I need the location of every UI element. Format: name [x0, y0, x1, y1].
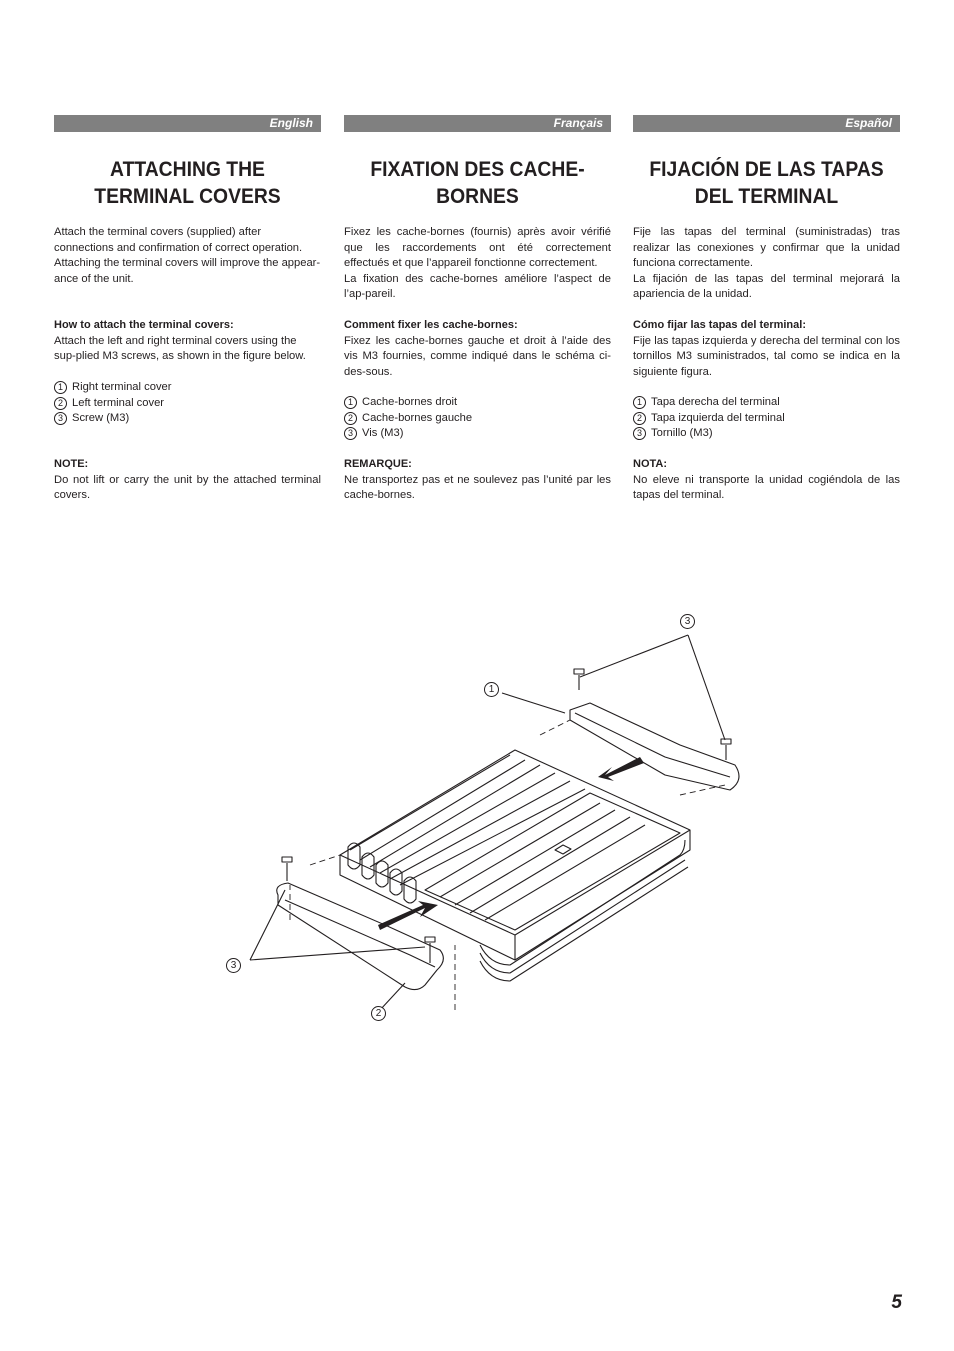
parts-list [344, 395, 611, 442]
how-to-section [633, 318, 900, 380]
number-marker: 3 [344, 427, 357, 440]
note-text: Do not lift or carry the unit by the attached terminal covers. [54, 473, 321, 501]
note-text: No eleve ni transporte la unidad cogiéndola de las tapas del terminal. [633, 473, 900, 501]
column-english [54, 115, 321, 501]
intro-paragraph: Fixez les cache-bornes (fournis) après avoir vérifié que les raccordements ont été correctement effectués et que l’appareil fonctionne correctement. [344, 226, 611, 269]
number-marker: 1 [54, 381, 67, 394]
number-marker: 3 [54, 412, 67, 425]
intro [633, 225, 900, 303]
callout-3-top: 3 [680, 614, 695, 629]
callout-3-bottom: 3 [226, 958, 241, 973]
how-to-section [344, 318, 611, 380]
language-bar: English [54, 115, 321, 132]
number-marker: 2 [633, 412, 646, 425]
language-bar: Français [344, 115, 611, 132]
list-item: 1 Tapa derecha del terminal [633, 395, 900, 411]
subheading: Comment fixer les cache-bornes: [344, 319, 518, 331]
list-item: 3 Vis (M3) [344, 426, 611, 442]
note-section [54, 457, 321, 504]
list-item: 2 Tapa izquierda del terminal [633, 411, 900, 427]
how-to-section [54, 318, 321, 365]
parts-list [54, 380, 321, 427]
how-to-text: Fije las tapas izquierda y derecha del terminal con los tornillos M3 suministrados, tal como se indica en la siguiente figura. [633, 334, 900, 378]
callout-1: 1 [484, 682, 499, 697]
intro-paragraph: La fijación de las tapas del terminal mejorará la apariencia de la unidad. [633, 272, 900, 300]
number-marker: 1 [633, 396, 646, 409]
list-item: 2 Cache-bornes gauche [344, 411, 611, 427]
column-french [344, 115, 611, 501]
number-marker: 2 [344, 412, 357, 425]
list-item: 2 Left terminal cover [54, 396, 321, 412]
list-item: 3 Tornillo (M3) [633, 426, 900, 442]
intro-paragraph: Fije las tapas del terminal (suministradas) tras realizar las conexiones y confirmar que la unidad funciona correctamente. [633, 226, 900, 269]
amplifier-illustration [210, 605, 770, 1035]
note-heading: NOTA: [633, 458, 668, 470]
intro-paragraph: Attach the terminal covers (supplied) after connections and confirmation of correct operation. [54, 226, 303, 254]
section-title: FIXATION DES CACHE-BORNES [370, 158, 585, 208]
number-marker: 3 [633, 427, 646, 440]
subheading: Cómo fijar las tapas del terminal: [633, 319, 806, 331]
intro [344, 225, 611, 303]
callout-2: 2 [371, 1006, 386, 1021]
intro-paragraph: Attaching the terminal covers will improve the appear-ance of the unit. [54, 257, 321, 285]
how-to-text: Attach the left and right terminal covers using the sup-plied M3 screws, as shown in the figure below. [54, 334, 306, 362]
how-to-text: Fixez les cache-bornes gauche et droit à l’aide des vis M3 fournies, comme indiqué dans le schéma ci-des-sous. [344, 334, 611, 378]
language-bar: Español [633, 115, 900, 132]
note-section [344, 457, 611, 504]
intro [54, 225, 321, 287]
parts-list [633, 395, 900, 442]
subheading: How to attach the terminal covers: [54, 319, 234, 331]
list-item: 3 Screw (M3) [54, 411, 321, 427]
note-heading: REMARQUE: [344, 458, 412, 470]
terminal-cover-diagram [210, 605, 770, 1035]
number-marker: 1 [344, 396, 357, 409]
number-marker: 2 [54, 397, 67, 410]
note-text: Ne transportez pas et ne soulevez pas l’unité par les cache-bornes. [344, 473, 611, 501]
note-heading: NOTE: [54, 458, 89, 470]
section-title: FIJACIÓN DE LAS TAPAS DEL TERMINAL [649, 158, 884, 208]
column-spanish [633, 115, 900, 501]
page-number: 5 [891, 1292, 902, 1313]
note-section [633, 457, 900, 504]
list-item: 1 Right terminal cover [54, 380, 321, 396]
list-item: 1 Cache-bornes droit [344, 395, 611, 411]
intro-paragraph: La fixation des cache-bornes améliore l’aspect de l’ap-pareil. [344, 272, 611, 300]
section-title: ATTACHING THE TERMINAL COVERS [94, 158, 281, 208]
